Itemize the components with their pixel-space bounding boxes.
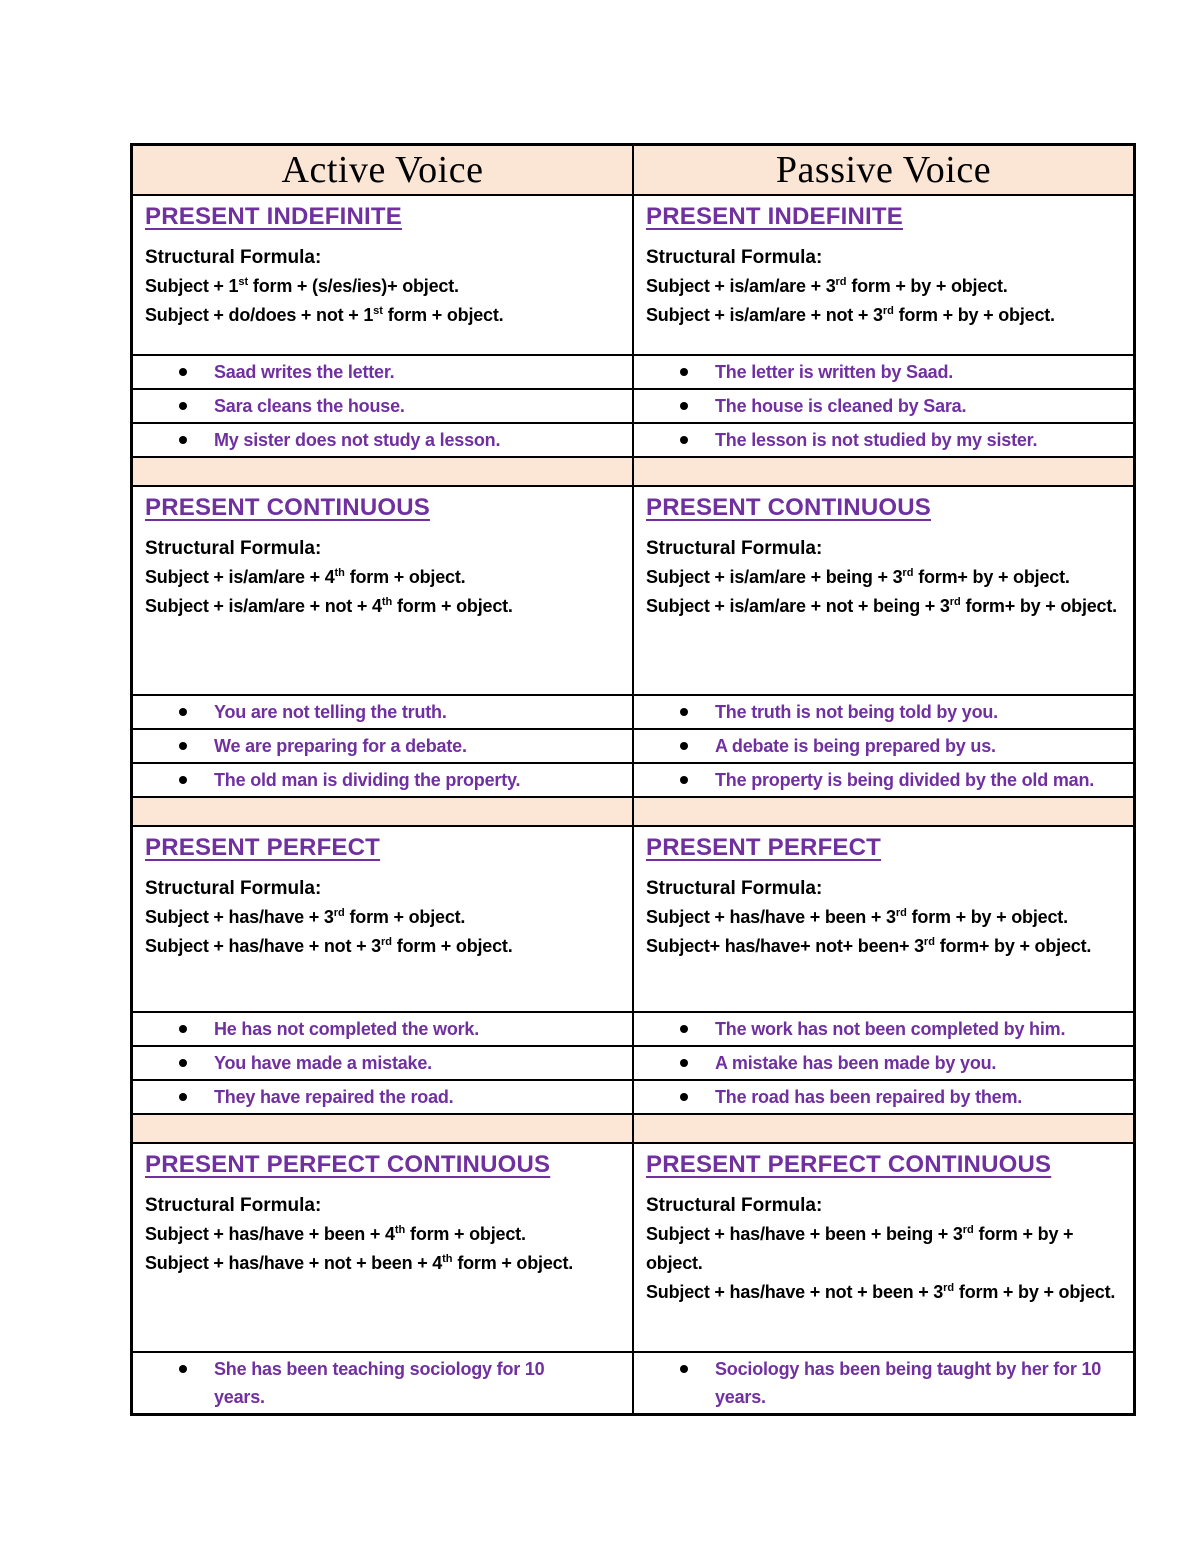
example-cell-active (132, 389, 634, 423)
formula-cell-active (132, 486, 634, 695)
structural-formula-label: Structural Formula: (646, 1194, 823, 1216)
structural-formula-label: Structural Formula: (145, 877, 322, 899)
section-title: PRESENT PERFECT (145, 833, 381, 861)
bullet-icon (179, 708, 187, 716)
section-title: PRESENT PERFECT (646, 833, 882, 861)
formula-line: Subject + has/have + been + 3rd form + by + object. (646, 906, 1068, 927)
bullet-icon (680, 368, 688, 376)
formula-cell-active (132, 826, 634, 1012)
example-cell-active (132, 695, 634, 729)
example-text: He has not completed the work. (214, 1018, 480, 1039)
active-voice-header: Active Voice (132, 145, 634, 195)
example-row (132, 1080, 1135, 1114)
example-text: The road has been repaired by them. (715, 1086, 1023, 1107)
example-text: They have repaired the road. (214, 1086, 454, 1107)
example-cell-active (132, 1046, 634, 1080)
example-row (132, 389, 1135, 423)
example-text: The letter is written by Saad. (715, 361, 954, 382)
structural-formula-label: Structural Formula: (646, 246, 823, 268)
formula-line: Subject + is/am/are + not + 3rd form + by + object. (646, 304, 1055, 325)
formula-line: Subject + do/does + not + 1st form + object. (145, 304, 504, 325)
example-text: The property is being divided by the old man. (715, 769, 1095, 790)
spacer-row (132, 1114, 1135, 1143)
example-cell-passive (633, 729, 1135, 763)
example-text: The work has not been completed by him. (715, 1018, 1066, 1039)
example-cell-passive (633, 1080, 1135, 1114)
section-present-indefinite (132, 195, 1135, 355)
formula-line: Subject + is/am/are + 4th form + object. (145, 566, 466, 587)
section-title: PRESENT PERFECT CONTINUOUS (646, 1150, 1052, 1178)
formula-cell-active (132, 1143, 634, 1352)
formula-line: Subject + has/have + not + been + 3rd form + by + object. (646, 1281, 1116, 1302)
section-present-perfect (132, 826, 1135, 1012)
example-text: The house is cleaned by Sara. (715, 395, 967, 416)
bullet-icon (179, 1093, 187, 1101)
formula-line: Subject + has/have + been + being + 3rd form + by + object. (646, 1223, 1074, 1273)
bullet-icon (179, 742, 187, 750)
spacer-cell (633, 457, 1135, 486)
section-title: PRESENT CONTINUOUS (646, 493, 931, 521)
example-cell-passive (633, 355, 1135, 389)
example-row (132, 763, 1135, 797)
spacer-cell (633, 1114, 1135, 1143)
formula-cell-passive (633, 195, 1135, 355)
example-row (132, 1012, 1135, 1046)
formula-cell-passive (633, 826, 1135, 1012)
bullet-icon (179, 1059, 187, 1067)
example-cell-passive (633, 423, 1135, 457)
formula-line: Subject + has/have + not + 3rd form + object. (145, 935, 513, 956)
example-text: A debate is being prepared by us. (715, 735, 996, 756)
example-cell-active (132, 729, 634, 763)
example-cell-passive (633, 695, 1135, 729)
structural-formula-label: Structural Formula: (646, 537, 823, 559)
section-present-perfect-continuous (132, 1143, 1135, 1352)
example-text: The lesson is not studied by my sister. (715, 429, 1038, 450)
formula-cell-active (132, 195, 634, 355)
example-cell-active (132, 423, 634, 457)
example-text: A mistake has been made by you. (715, 1052, 997, 1073)
example-cell-active (132, 355, 634, 389)
bullet-icon (179, 402, 187, 410)
structural-formula-label: Structural Formula: (145, 1194, 322, 1216)
example-row (132, 729, 1135, 763)
formula-cell-passive (633, 1143, 1135, 1352)
example-cell-passive (633, 1352, 1135, 1415)
example-row (132, 1046, 1135, 1080)
structural-formula-label: Structural Formula: (145, 537, 322, 559)
bullet-icon (680, 742, 688, 750)
example-text: The truth is not being told by you. (715, 701, 998, 722)
example-cell-passive (633, 389, 1135, 423)
bullet-icon (179, 436, 187, 444)
bullet-icon (179, 1365, 187, 1373)
bullet-icon (680, 1059, 688, 1067)
section-title: PRESENT INDEFINITE (145, 202, 402, 230)
bullet-icon (680, 402, 688, 410)
formula-line: Subject + has/have + been + 4th form + object. (145, 1223, 526, 1244)
bullet-icon (680, 1093, 688, 1101)
structural-formula-label: Structural Formula: (646, 877, 823, 899)
example-row (132, 1352, 1135, 1415)
formula-line: Subject + has/have + 3rd form + object. (145, 906, 466, 927)
example-cell-active (132, 763, 634, 797)
bullet-icon (680, 708, 688, 716)
example-row (132, 423, 1135, 457)
example-text: We are preparing for a debate. (214, 735, 467, 756)
formula-line: Subject + is/am/are + being + 3rd form+ by + object. (646, 566, 1070, 587)
example-text: Sara cleans the house. (214, 395, 405, 416)
example-text: Sociology has been being taught by her for 10 years. (715, 1358, 1102, 1407)
example-text: You are not telling the truth. (214, 701, 447, 722)
example-text: She has been teaching sociology for 10 years. (214, 1358, 545, 1407)
formula-line: Subject + is/am/are + not + 4th form + object. (145, 595, 513, 616)
table-header-row (132, 145, 1135, 195)
section-title: PRESENT CONTINUOUS (145, 493, 430, 521)
formula-line: Subject + is/am/are + 3rd form + by + object. (646, 275, 1008, 296)
example-cell-passive (633, 1012, 1135, 1046)
spacer-row (132, 797, 1135, 826)
formula-line: Subject + is/am/are + not + being + 3rd form+ by + object. (646, 595, 1117, 616)
example-cell-passive (633, 1046, 1135, 1080)
example-row (132, 695, 1135, 729)
spacer-cell (132, 797, 634, 826)
passive-voice-header: Passive Voice (633, 145, 1135, 195)
formula-line: Subject + 1st form + (s/es/ies)+ object. (145, 275, 459, 296)
example-text: You have made a mistake. (214, 1052, 432, 1073)
bullet-icon (680, 436, 688, 444)
voice-comparison-table (130, 143, 1136, 1416)
section-title: PRESENT PERFECT CONTINUOUS (145, 1150, 551, 1178)
example-text: The old man is dividing the property. (214, 769, 521, 790)
bullet-icon (680, 776, 688, 784)
structural-formula-label: Structural Formula: (145, 246, 322, 268)
section-title: PRESENT INDEFINITE (646, 202, 903, 230)
formula-line: Subject + has/have + not + been + 4th form + object. (145, 1252, 574, 1273)
bullet-icon (179, 776, 187, 784)
section-present-continuous (132, 486, 1135, 695)
example-row (132, 355, 1135, 389)
bullet-icon (179, 368, 187, 376)
bullet-icon (179, 1025, 187, 1033)
spacer-cell (633, 797, 1135, 826)
bullet-icon (680, 1365, 688, 1373)
spacer-cell (132, 1114, 634, 1143)
example-cell-active (132, 1012, 634, 1046)
spacer-row (132, 457, 1135, 486)
formula-line: Subject+ has/have+ not+ been+ 3rd form+ by + object. (646, 935, 1092, 956)
formula-cell-passive (633, 486, 1135, 695)
spacer-cell (132, 457, 634, 486)
example-cell-passive (633, 763, 1135, 797)
example-cell-active (132, 1080, 634, 1114)
example-cell-active (132, 1352, 634, 1415)
bullet-icon (680, 1025, 688, 1033)
example-text: My sister does not study a lesson. (214, 429, 501, 450)
example-text: Saad writes the letter. (214, 361, 395, 382)
